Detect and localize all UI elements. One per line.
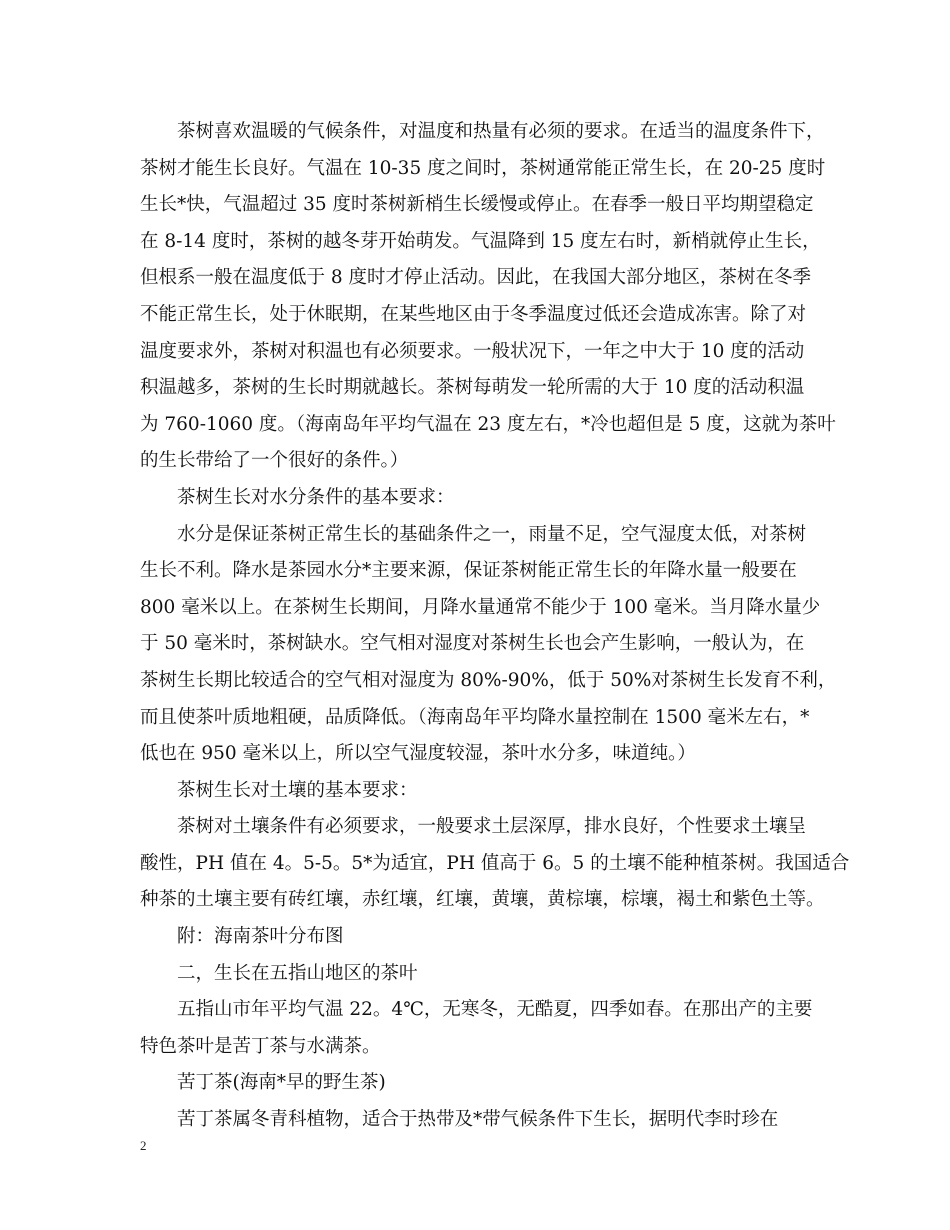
paragraph-line: 茶树喜欢温暖的气候条件，对温度和热量有必须的要求。在适当的温度条件下， xyxy=(177,121,825,142)
paragraph-line: 生长*快，气温超过 35 度时茶树新梢生长缓慢或停止。在春季一般日平均期望稳定 xyxy=(140,194,814,216)
paragraph-line: 水分是保证茶树正常生长的基础条件之一，雨量不足，空气湿度太低，对茶树 xyxy=(177,523,807,545)
section-heading: 二，生长在五指山地区的茶叶 xyxy=(177,962,418,984)
paragraph-line: 为 760-1060 度。（海南岛年平均气温在 23 度左右，*冷也超但是 5 度，这就为茶叶 xyxy=(140,413,836,435)
paragraph-line: 低也在 950 毫米以上，所以空气湿度较湿，茶叶水分多，味道纯。） xyxy=(140,743,696,765)
section-heading: 茶树生长对水分条件的基本要求： xyxy=(177,486,455,508)
paragraph-line: 于 50 毫米时，茶树缺水。空气相对湿度对茶树生长也会产生影响，一般认为，在 xyxy=(140,633,805,655)
paragraph-line: 种茶的土壤主要有砖红壤，赤红壤，红壤，黄壤，黄棕壤，棕壤，褐土和紫色土等。 xyxy=(140,889,825,911)
paragraph-line: 特色茶叶是苦丁茶与水满茶。 xyxy=(140,1035,381,1057)
paragraph-line: 温度要求外，茶树对积温也有必须要求。一般状况下，一年之中大于 10 度的活动 xyxy=(140,340,805,362)
paragraph-line: 的生长带给了一个很好的条件。） xyxy=(140,450,409,472)
document-body xyxy=(140,114,850,1139)
paragraph-line: 800 毫米以上。在茶树生长期间，月降水量通常不能少于 100 毫米。当月降水量少 xyxy=(140,596,821,618)
paragraph-line: 酸性，PH 值在 4。5-5。5*为适宜，PH 值高于 6。5 的土壤不能种植茶树。我国适合 xyxy=(140,852,850,874)
paragraph-line: 不能正常生长，处于休眠期，在某些地区由于冬季温度过低还会造成冻害。除了对 xyxy=(140,303,807,325)
paragraph-line: 但根系一般在温度低于 8 度时才停止活动。因此，在我国大部分地区，茶树在冬季 xyxy=(140,267,812,289)
paragraph-line: 在 8-14 度时，茶树的越冬芽开始萌发。气温降到 15 度左右时，新梢就停止生长， xyxy=(140,230,821,252)
paragraph-line: 五指山市年平均气温 22。4℃，无寒冬，无酷夏，四季如春。在那出产的主要 xyxy=(177,999,813,1021)
paragraph-line: 茶树才能生长良好。气温在 10-35 度之间时，茶树通常能正常生长，在 20-25 度时 xyxy=(140,157,826,179)
paragraph-line: 苦丁茶属冬青科植物，适合于热带及*带气候条件下生长，据明代李时珍在 xyxy=(177,1109,779,1131)
paragraph-line: 而且使茶叶质地粗硬，品质降低。（海南岛年平均降水量控制在 1500 毫米左右，* xyxy=(140,706,810,728)
paragraph-line: 积温越多，茶树的生长时期就越长。茶树每萌发一轮所需的大于 10 度的活动积温 xyxy=(140,377,805,399)
figure-reference: 附：海南茶叶分布图 xyxy=(177,926,344,948)
section-heading: 茶树生长对土壤的基本要求： xyxy=(177,779,418,801)
paragraph-line: 茶树对土壤条件有必须要求，一般要求土层深厚，排水良好，个性要求土壤呈 xyxy=(177,816,807,838)
paragraph-line: 茶树生长期比较适合的空气相对湿度为 80%-90%，低于 50%对茶树生长发育不利， xyxy=(140,669,837,691)
page-number: 2 xyxy=(140,1138,147,1153)
subsection-heading: 苦丁茶(海南*早的野生茶) xyxy=(177,1072,386,1094)
paragraph-line: 生长不利。降水是茶园水分*主要来源，保证茶树能正常生长的年降水量一般要在 xyxy=(140,560,797,582)
